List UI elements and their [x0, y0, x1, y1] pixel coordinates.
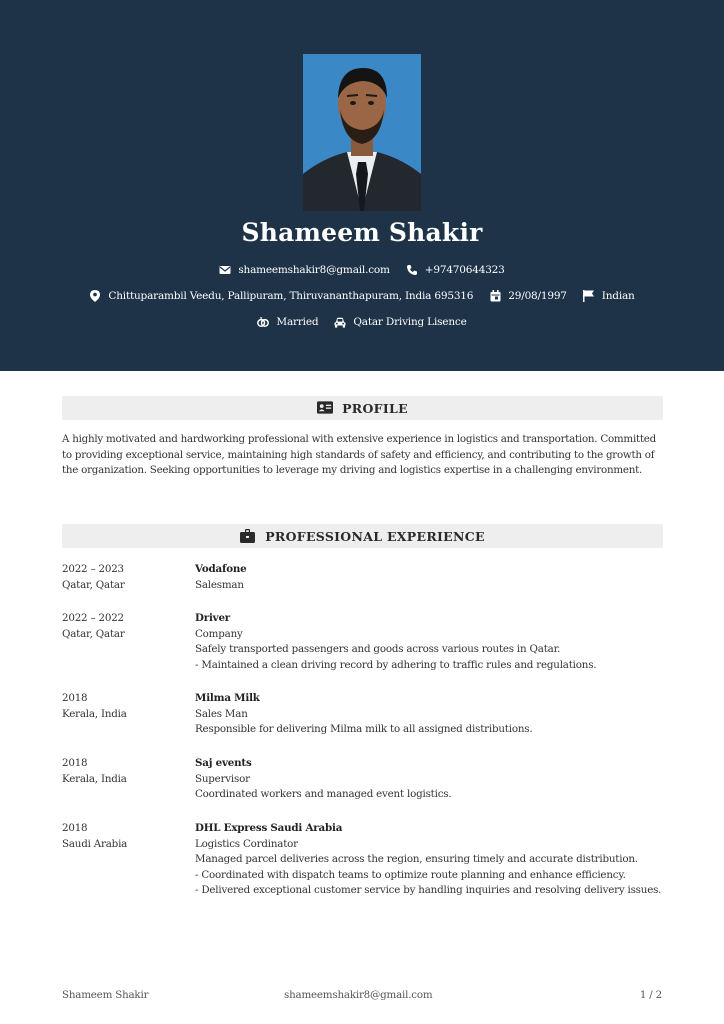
job-company: Milma Milk: [195, 692, 260, 704]
briefcase-icon: [240, 529, 256, 543]
marital-text: Married: [276, 316, 319, 328]
profile-photo: [303, 54, 421, 211]
job-company: Saj events: [195, 757, 252, 769]
dob-item: [489, 290, 567, 302]
job-description: Safely transported passengers and goods across various routes in Qatar. - Maintained a clean driving record by adhering to traffic rules and regulations.: [195, 643, 597, 671]
job-company: Driver: [195, 612, 231, 624]
footer-name: Shameem Shakir: [62, 989, 149, 1001]
job-role: Logistics Cordinator: [195, 837, 298, 850]
car-icon: [334, 316, 346, 328]
profile-section-header: [62, 396, 663, 420]
address-text: Chittuparambil Veedu, Pallipuram, Thiruvananthapuram, India 695316: [108, 290, 474, 302]
nationality-text: Indian: [601, 290, 635, 302]
job-date: 2022 – 2022: [62, 612, 124, 624]
calendar-icon: [489, 290, 501, 302]
profile-summary: A highly motivated and hardworking professional with extensive experience in logistics and transportation. Committed to providing exceptional service, maintaining high standards of safety and efficiency, and contributing to the growth of the organization. Seeking opportunities to leverage my driving and logistics expertise in a challenging environment.: [62, 433, 656, 476]
location-pin-icon: [89, 290, 101, 302]
candidate-name: Shameem Shakir: [241, 218, 483, 247]
email-item[interactable]: [219, 264, 389, 276]
envelope-icon: [219, 264, 231, 276]
job-location: Kerala, India: [62, 707, 127, 720]
contact-line-2: [0, 290, 724, 302]
rings-icon: [257, 316, 269, 328]
contact-line-1: [0, 264, 724, 276]
page-footer: [62, 989, 662, 1003]
nationality-item: [583, 290, 635, 302]
job-date: 2018: [62, 692, 88, 704]
job-description: Responsible for delivering Milma milk to all assigned distributions.: [195, 723, 533, 735]
job-date: 2022 – 2023: [62, 563, 124, 575]
contact-line-3: [0, 316, 724, 328]
experience-section-title: PROFESSIONAL EXPERIENCE: [265, 528, 485, 544]
job-location: Kerala, India: [62, 772, 127, 785]
job-description: Managed parcel deliveries across the region, ensuring timely and accurate distribution. - Coordinated with dispatch teams to optimize route planning and enhance efficiency. - Delivered exceptional customer service by handling inquiries and resolving delivery issues.: [195, 853, 662, 896]
job-date: 2018: [62, 757, 88, 769]
email-text: shameemshakir8@gmail.com: [238, 264, 390, 276]
job-role: Supervisor: [195, 772, 250, 785]
job-date: 2018: [62, 822, 88, 834]
job-location: Saudi Arabia: [62, 837, 128, 850]
job-role: Salesman: [195, 578, 244, 591]
profile-section-title: PROFILE: [342, 400, 408, 416]
job-company: DHL Express Saudi Arabia: [195, 822, 343, 834]
phone-item[interactable]: [406, 264, 505, 276]
header-banner: [0, 0, 724, 371]
job-role: Sales Man: [195, 707, 248, 720]
footer-email[interactable]: shameemshakir8@gmail.com: [284, 989, 433, 1001]
job-location: Qatar, Qatar: [62, 627, 125, 640]
address-item: [89, 290, 473, 302]
job-location: Qatar, Qatar: [62, 578, 125, 591]
job-description: Coordinated workers and managed event logistics.: [195, 788, 452, 800]
job-company: Vodafone: [195, 563, 247, 575]
dob-text: 29/08/1997: [508, 290, 567, 302]
job-role: Company: [195, 627, 243, 640]
marital-item: [257, 316, 318, 328]
experience-section-header: [62, 524, 663, 548]
id-card-icon: [317, 401, 333, 415]
flag-icon: [583, 290, 595, 302]
license-item: [334, 316, 466, 328]
phone-text: +97470644323: [424, 264, 505, 276]
license-text: Qatar Driving Lisence: [353, 316, 467, 328]
footer-page-number: 1 / 2: [639, 989, 662, 1001]
phone-icon: [406, 264, 418, 276]
